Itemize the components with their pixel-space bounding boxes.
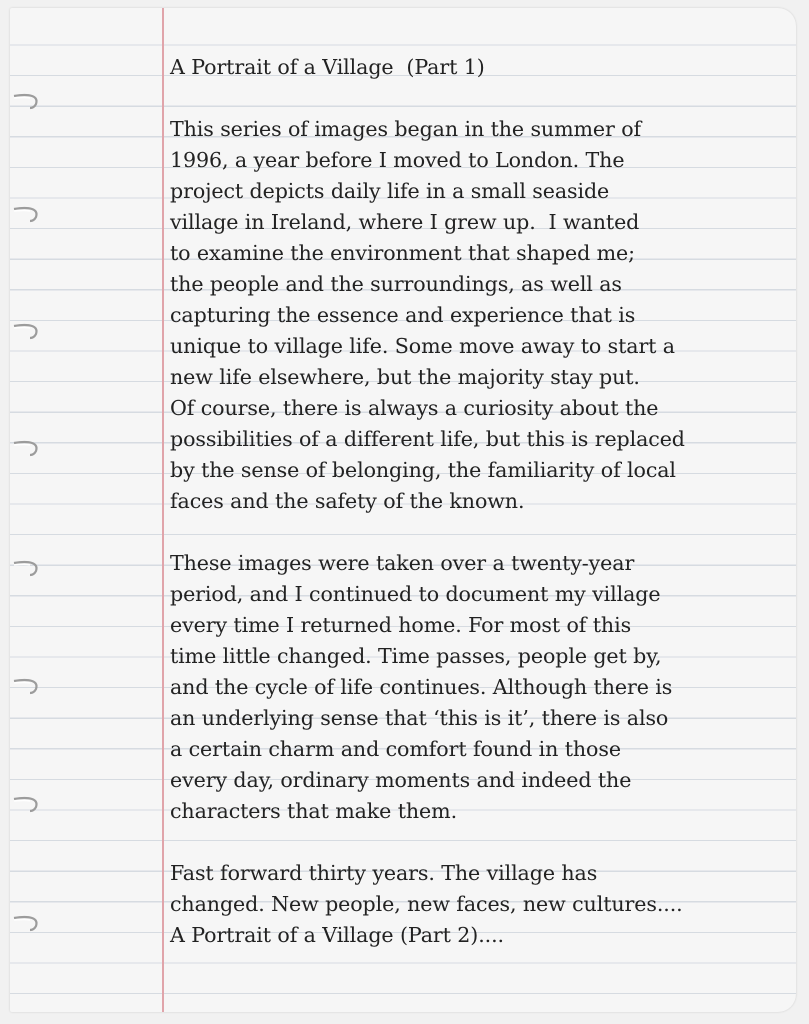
binder-hole-icon: [12, 197, 46, 227]
notebook-page: [10, 8, 796, 1012]
binder-hole-icon: [12, 84, 46, 114]
paragraph-2: [170, 548, 796, 827]
text-line: every day, ordinary moments and indeed the: [170, 768, 632, 792]
text-line: new life elsewhere, but the majority stay put.: [170, 365, 640, 389]
margin-line: [162, 8, 164, 1012]
text-line: and the cycle of life continues. Although there is: [170, 675, 673, 699]
text-line: 1996, a year before I moved to London. The: [170, 148, 625, 172]
text-line: village in Ireland, where I grew up. I wanted: [170, 210, 640, 234]
text-line: period, and I continued to document my village: [170, 582, 661, 606]
typed-text: [170, 52, 796, 951]
text-line: These images were taken over a twenty-year: [170, 551, 635, 575]
binder-hole-icon: [12, 787, 46, 817]
text-line: faces and the safety of the known.: [170, 489, 525, 513]
spacer: [170, 83, 796, 114]
text-line: time little changed. Time passes, people get by,: [170, 644, 662, 668]
paragraph-3: [170, 858, 796, 951]
document-title: A Portrait of a Village (Part 1): [170, 55, 485, 79]
text-line: an underlying sense that ‘this is it’, there is also: [170, 706, 669, 730]
text-line: possibilities of a different life, but this is replaced: [170, 427, 685, 451]
text-line: the people and the surroundings, as well as: [170, 272, 622, 296]
paragraph-1: [170, 114, 796, 517]
text-line: project depicts daily life in a small seaside: [170, 179, 610, 203]
spacer: [170, 827, 796, 858]
text-line: to examine the environment that shaped me;: [170, 241, 635, 265]
binder-hole-icon: [12, 551, 46, 581]
binder-hole-icon: [12, 431, 46, 461]
binder-hole-icon: [12, 669, 46, 699]
text-line: changed. New people, new faces, new cultures....: [170, 892, 683, 916]
text-line: by the sense of belonging, the familiarity of local: [170, 458, 676, 482]
binder-hole-icon: [12, 906, 46, 936]
text-line: capturing the essence and experience that is: [170, 303, 636, 327]
text-line: every time I returned home. For most of this: [170, 613, 632, 637]
text-line: Fast forward thirty years. The village has: [170, 861, 598, 885]
binder-hole-icon: [12, 314, 46, 344]
text-line: unique to village life. Some move away to start a: [170, 334, 675, 358]
text-line: a certain charm and comfort found in those: [170, 737, 621, 761]
text-line: Of course, there is always a curiosity about the: [170, 396, 659, 420]
spacer: [170, 517, 796, 548]
text-line: This series of images began in the summer of: [170, 117, 642, 141]
text-line: A Portrait of a Village (Part 2)....: [170, 923, 504, 947]
text-line: characters that make them.: [170, 799, 458, 823]
